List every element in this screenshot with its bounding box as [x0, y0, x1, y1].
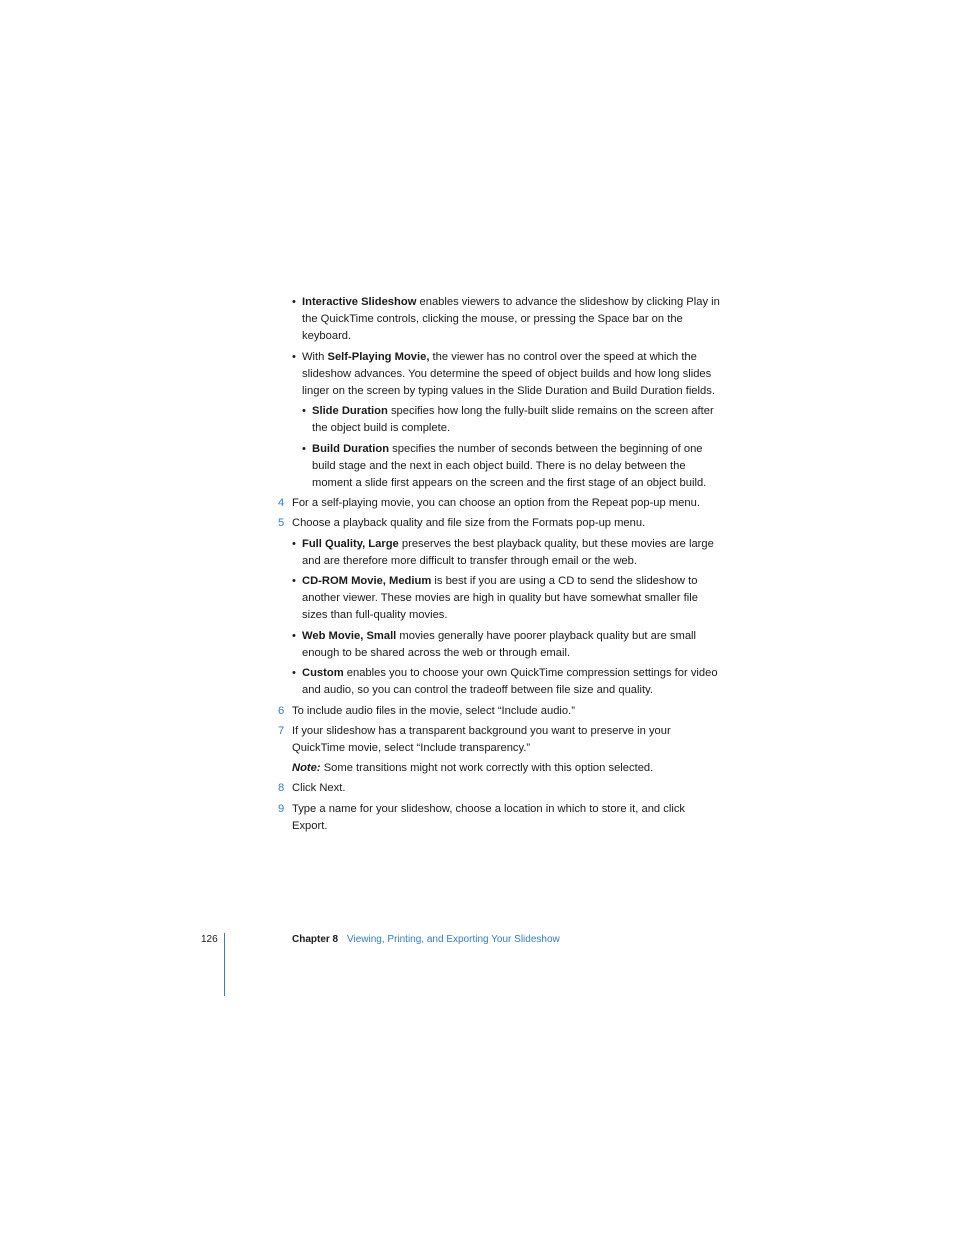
bullet-dot: • — [302, 443, 306, 455]
sub-bullet-build-duration-line2: build stage and the next in each object build. There is no delay between the — [312, 460, 686, 472]
term-cdrom-movie: CD-ROM Movie, Medium — [302, 575, 432, 587]
bullet-interactive-line3: keyboard. — [302, 330, 352, 342]
term-build-duration: Build Duration — [312, 443, 390, 455]
step-9-line2: Export. — [292, 820, 328, 832]
format-cdrom-line1: CD-ROM Movie, Medium is best if you are using a CD to send the slideshow to — [302, 575, 698, 587]
bullet-dot: • — [292, 296, 296, 308]
chapter-label: Chapter 8 — [292, 934, 339, 945]
step-number-6: 6 — [278, 705, 285, 717]
sub-bullet-build-duration-line1: Build Duration specifies the number of seconds between the beginning of one — [312, 443, 703, 455]
bullet-self-playing-line3: linger on the screen by typing values in the Slide Duration and Build Duration fields. — [302, 385, 715, 397]
footer-divider — [224, 933, 225, 996]
note-paragraph: Note: Some transitions might not work correctly with this option selected. — [292, 762, 654, 774]
step-number-7: 7 — [278, 725, 285, 737]
step-7-line2: QuickTime movie, select “Include transparency.” — [292, 742, 531, 754]
format-web-line1: Web Movie, Small movies generally have poorer playback quality but are small — [302, 630, 697, 642]
bullet-dot: • — [292, 575, 296, 587]
chapter-title: Viewing, Printing, and Exporting Your Slideshow — [347, 934, 560, 945]
format-cdrom-line2: another viewer. These movies are high in quality but have somewhat smaller file — [302, 592, 698, 604]
term-web-movie: Web Movie, Small — [302, 630, 397, 642]
step-number-9: 9 — [278, 803, 285, 815]
sub-bullet-build-duration-line3: moment a slide first appears on the screen and the first stage of an object build. — [312, 477, 707, 489]
term-custom: Custom — [302, 667, 344, 679]
format-full-quality-line2: and are therefore more difficult to transfer through email or the web. — [302, 555, 637, 567]
format-web-line2: enough to be shared across the web or through email. — [302, 647, 571, 659]
format-custom-line1: Custom enables you to choose your own QuickTime compression settings for video — [302, 667, 718, 679]
step-4-text: For a self-playing movie, you can choose an option from the Repeat pop-up menu. — [292, 497, 700, 509]
term-full-quality: Full Quality, Large — [302, 538, 399, 550]
term-self-playing-movie: Self-Playing Movie, — [327, 351, 430, 363]
format-cdrom-line3: sizes than full-quality movies. — [302, 609, 448, 621]
sub-bullet-slide-duration-line1: Slide Duration specifies how long the fully-built slide remains on the screen after — [312, 405, 714, 417]
format-full-quality-line1: Full Quality, Large preserves the best playback quality, but these movies are large — [302, 538, 714, 550]
term-slide-duration: Slide Duration — [312, 405, 388, 417]
bullet-dot: • — [292, 630, 296, 642]
step-number-8: 8 — [278, 782, 285, 794]
step-7-line1: If your slideshow has a transparent background you want to preserve in your — [292, 725, 671, 737]
step-8-text: Click Next. — [292, 782, 346, 794]
bullet-self-playing-line2: slideshow advances. You determine the speed of object builds and how long slides — [302, 368, 712, 380]
format-custom-line2: and audio, so you can control the tradeoff between file size and quality. — [302, 684, 653, 696]
step-number-4: 4 — [278, 497, 285, 509]
bullet-dot: • — [292, 351, 296, 363]
note-label: Note: — [292, 762, 321, 774]
bullet-interactive-line1: Interactive Slideshow enables viewers to advance the slideshow by clicking Play in — [302, 296, 720, 308]
bullet-dot: • — [302, 405, 306, 417]
bullet-interactive-line2: the QuickTime controls, clicking the mouse, or pressing the Space bar on the — [302, 313, 683, 325]
step-9-line1: Type a name for your slideshow, choose a location in which to store it, and click — [292, 803, 686, 815]
step-5-text: Choose a playback quality and file size from the Formats pop-up menu. — [292, 517, 646, 529]
page-number: 126 — [201, 934, 218, 945]
sub-bullet-slide-duration-line2: the object build is complete. — [312, 422, 451, 434]
term-interactive-slideshow: Interactive Slideshow — [302, 296, 417, 308]
step-number-5: 5 — [278, 517, 285, 529]
step-6-text: To include audio files in the movie, select “Include audio.” — [292, 705, 575, 717]
bullet-self-playing-line1: With Self-Playing Movie, the viewer has no control over the speed at which the — [302, 351, 697, 363]
bullet-dot: • — [292, 667, 296, 679]
bullet-dot: • — [292, 538, 296, 550]
